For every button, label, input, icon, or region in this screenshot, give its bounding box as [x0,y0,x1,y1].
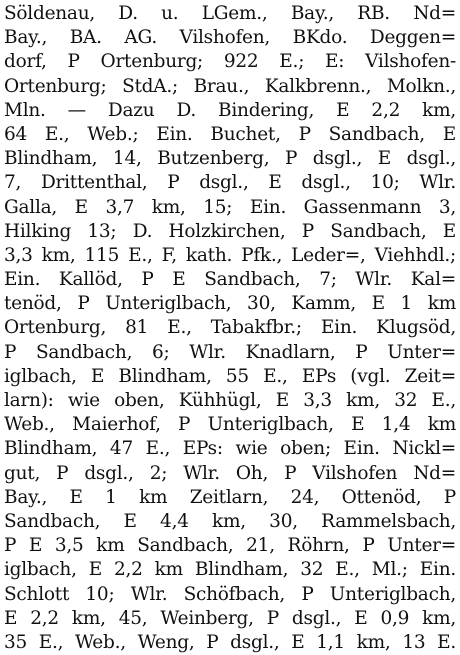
text-line-25: Schlott 10; Wlr. Schöfbach, P Unteriglbach, [4,583,456,605]
text-line-13: tenöd, P Unteriglbach, 30, Kamm, E 1 km [4,293,456,315]
text-line-1: Söldenau, D. u. LGem., Bay., RB. Nd= [4,3,456,24]
text-line-18: Web., Maierhof, P Unteriglbach, E 1,4 km [4,414,456,436]
text-line-23: P E 3,5 km Sandbach, 21, Röhrn, P Unter= [4,535,456,557]
text-line-5: Mln. — Dazu D. Bindering, E 2,2 km, [4,99,456,121]
text-line-7: Blindham, 14, Butzenberg, P dsgl., E dsgl., [4,148,456,170]
text-line-16: iglbach, E Blindham, 55 E., EPs (vgl. Zeit= [4,365,456,387]
text-line-6: 64 E., Web.; Ein. Buchet, P Sandbach, E [4,123,456,145]
text-line-15: P Sandbach, 6; Wlr. Knadlarn, P Unter= [4,341,456,363]
text-line-22: Sandbach, E 4,4 km, 30, Rammelsbach, [4,510,456,532]
text-line-19: Blindham, 47 E., EPs: wie oben; Ein. Nickl= [4,438,456,460]
text-line-21: Bay., E 1 km Zeitlarn, 24, Ottenöd, P [4,486,456,508]
text-line-14: Ortenburg, 81 E., Tabakfbr.; Ein. Klugsöd, [4,317,456,339]
text-line-26: E 2,2 km, 45, Weinberg, P dsgl., E 0,9 km, [4,607,456,629]
text-line-27: 35 E., Web., Weng, P dsgl., E 1,1 km, 13 E. [4,631,456,653]
text-line-9: Galla, E 3,7 km, 15; Ein. Gassenmann 3, [4,196,456,218]
text-line-4: Ortenburg; StdA.; Brau., Kalkbrenn., Molkn., [4,75,456,97]
text-line-24: iglbach, E 2,2 km Blindham, 32 E., Ml.; Ein. [4,559,456,581]
text-line-8: 7, Drittenthal, P dsgl., E dsgl., 10; Wlr. [4,172,456,194]
text-line-20: gut, P dsgl., 2; Wlr. Oh, P Vilshofen Nd= [4,462,456,484]
text-line-10: Hilking 13; D. Holzkirchen, P Sandbach, E [4,220,456,242]
text-line-17: larn): wie oben, Kühhügl, E 3,3 km, 32 E., [4,390,456,411]
text-line-2: Bay., BA. AG. Vilshofen, BKdo. Deggen= [4,27,456,49]
gazetteer-entry [4,2,456,653]
text-line-3: dorf, P Ortenburg; 922 E.; E: Vilshofen- [4,51,456,73]
text-line-12: Ein. Kallöd, P E Sandbach, 7; Wlr. Kal= [4,269,456,291]
text-line-11: 3,3 km, 115 E., F, kath. Pfk., Leder=, Viehhdl.; [4,244,456,266]
